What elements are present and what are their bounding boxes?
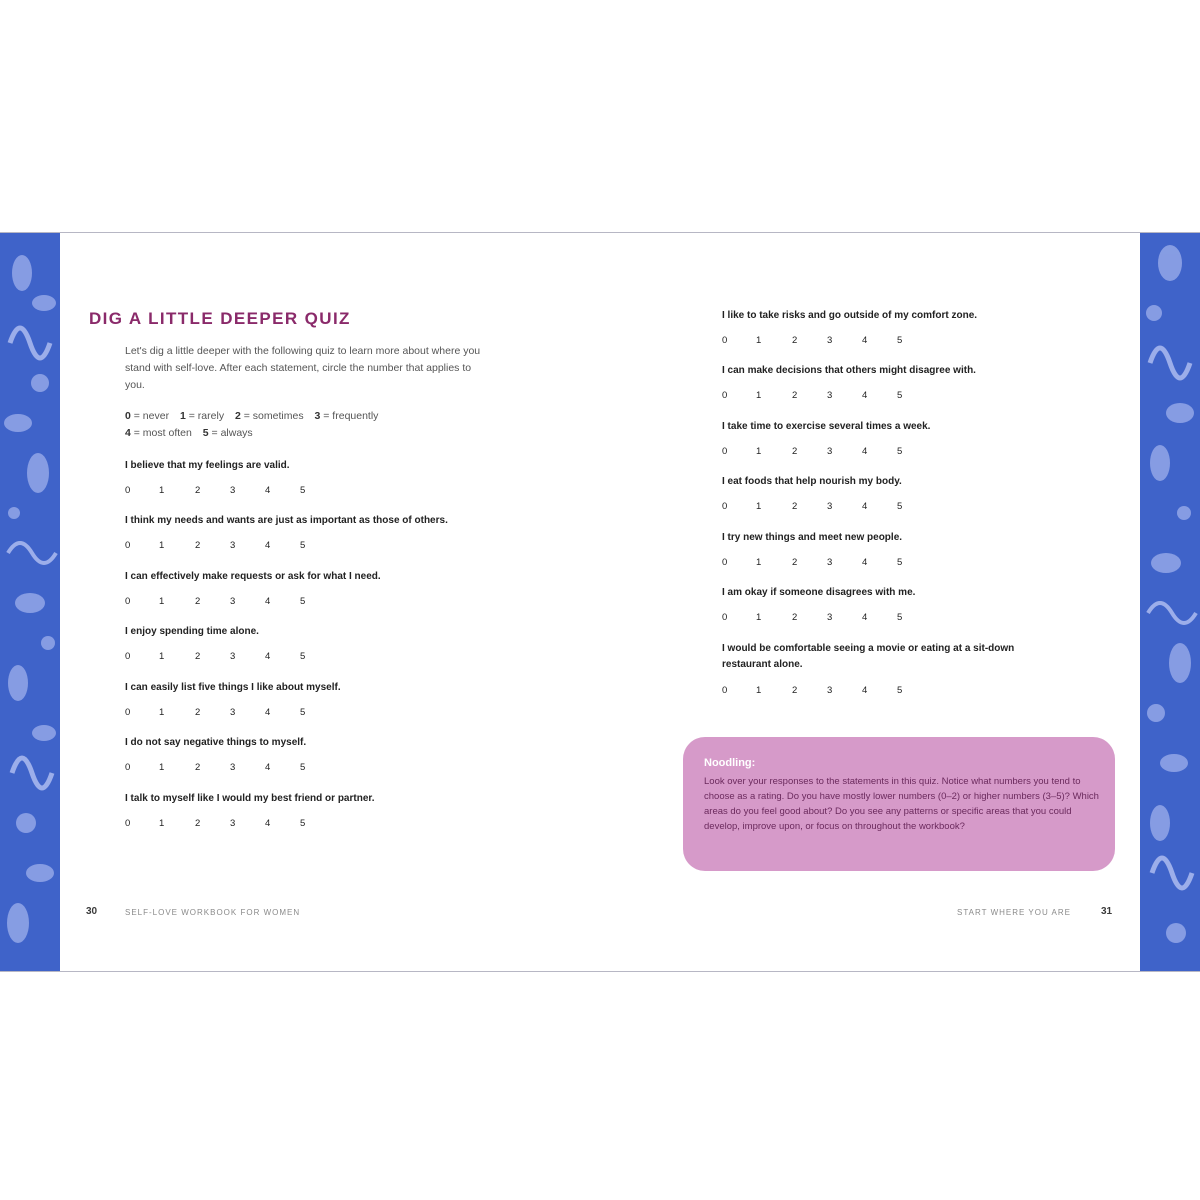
rating-option[interactable]: 5: [300, 596, 306, 607]
left-decorative-border: [0, 233, 60, 971]
rating-option[interactable]: 3: [230, 485, 236, 496]
rating-option[interactable]: 4: [862, 446, 868, 457]
rating-option[interactable]: 4: [862, 390, 868, 401]
rating-option[interactable]: 5: [300, 707, 306, 718]
rating-option[interactable]: 5: [897, 501, 903, 512]
rating-option[interactable]: 0: [125, 485, 131, 496]
rating-option[interactable]: 3: [230, 651, 236, 662]
page-number-left: 30: [86, 906, 98, 917]
rating-option[interactable]: 4: [862, 612, 868, 623]
legend-line-2: [125, 425, 386, 442]
rating-option[interactable]: 1: [159, 596, 165, 607]
rating-option[interactable]: 2: [792, 335, 798, 346]
rating-option[interactable]: 0: [722, 685, 728, 696]
rating-option[interactable]: 4: [862, 685, 868, 696]
rating-option[interactable]: 3: [827, 685, 833, 696]
rating-option[interactable]: 0: [722, 390, 728, 401]
rating-option[interactable]: 1: [159, 540, 165, 551]
legend-item: 2 = sometimes: [235, 410, 304, 422]
rating-option[interactable]: 3: [230, 707, 236, 718]
rating-option[interactable]: 1: [159, 762, 165, 773]
rating-option[interactable]: 0: [125, 762, 131, 773]
rating-option[interactable]: 1: [756, 446, 762, 457]
rating-option[interactable]: 5: [300, 540, 306, 551]
statement: I try new things and meet new people.: [722, 532, 903, 543]
rating-option[interactable]: 0: [722, 335, 728, 346]
floral-pattern-left: [0, 233, 60, 971]
statement: I do not say negative things to myself.: [125, 737, 307, 748]
page-title: DIG A LITTLE DEEPER QUIZ: [89, 309, 351, 328]
rating-option[interactable]: 3: [827, 446, 833, 457]
rating-option[interactable]: 3: [827, 390, 833, 401]
right-decorative-border: [1140, 233, 1200, 971]
rating-option[interactable]: 2: [792, 557, 798, 568]
legend-item: 1 = rarely: [180, 410, 225, 422]
noodling-body: Look over your responses to the statements in this quiz. Notice what numbers you tend to choose as a rating. Do you have mostly lower numbers (0–2) or higher numbers (3–5)? Which areas do you feel good about? Do you see any patterns or specific areas that you could develop, improve upon, or focus on throughout the workbook?: [704, 776, 1099, 832]
rating-option[interactable]: 4: [265, 762, 271, 773]
statement: I talk to myself like I would my best friend or partner.: [125, 793, 375, 804]
rating-option[interactable]: 2: [195, 596, 201, 607]
floral-pattern-right: [1140, 233, 1200, 971]
rating-option[interactable]: 3: [827, 501, 833, 512]
rating-option[interactable]: 1: [159, 651, 165, 662]
rating-option[interactable]: 2: [195, 651, 201, 662]
rating-option[interactable]: 4: [265, 540, 271, 551]
rating-option[interactable]: 3: [827, 612, 833, 623]
rating-option[interactable]: 2: [792, 446, 798, 457]
statement: I think my needs and wants are just as important as those of others.: [125, 515, 448, 526]
rating-option[interactable]: 4: [862, 335, 868, 346]
rating-option[interactable]: 1: [756, 390, 762, 401]
rating-option[interactable]: 4: [265, 651, 271, 662]
rating-option[interactable]: 5: [300, 651, 306, 662]
rating-option[interactable]: 2: [195, 485, 201, 496]
rating-option[interactable]: 1: [756, 557, 762, 568]
statement: I can effectively make requests or ask for what I need.: [125, 571, 381, 582]
legend-item: 5 = always: [202, 427, 253, 439]
rating-option[interactable]: 5: [897, 557, 903, 568]
statement: I eat foods that help nourish my body.: [722, 476, 902, 487]
rating-option[interactable]: 5: [897, 685, 903, 696]
rating-option[interactable]: 2: [195, 762, 201, 773]
rating-option[interactable]: 4: [265, 707, 271, 718]
rating-legend: [125, 408, 386, 442]
rating-option[interactable]: 0: [125, 651, 131, 662]
statement: I can easily list five things I like about myself.: [125, 682, 341, 693]
rating-option[interactable]: 3: [230, 762, 236, 773]
statement: I am okay if someone disagrees with me.: [722, 587, 916, 598]
rating-option[interactable]: 5: [897, 612, 903, 623]
rating-option[interactable]: 0: [722, 557, 728, 568]
rating-option[interactable]: 4: [265, 818, 271, 829]
running-head-left: SELF-LOVE WORKBOOK FOR WOMEN: [125, 908, 301, 917]
rating-option[interactable]: 0: [722, 446, 728, 457]
rating-option[interactable]: 2: [792, 612, 798, 623]
rating-option[interactable]: 3: [827, 557, 833, 568]
rating-option[interactable]: 5: [300, 762, 306, 773]
rating-option[interactable]: 3: [230, 540, 236, 551]
statement: I would be comfortable seeing a movie or eating at a sit-down restaurant alone.: [722, 643, 1015, 670]
rating-option[interactable]: 2: [792, 390, 798, 401]
rating-option[interactable]: 1: [756, 335, 762, 346]
rating-option[interactable]: 0: [722, 612, 728, 623]
rating-option[interactable]: 4: [862, 501, 868, 512]
rating-option[interactable]: 4: [862, 557, 868, 568]
rating-option[interactable]: 5: [897, 390, 903, 401]
rating-option[interactable]: 2: [792, 501, 798, 512]
rating-option[interactable]: 1: [756, 685, 762, 696]
rating-option[interactable]: 1: [159, 818, 165, 829]
rating-option[interactable]: 5: [300, 485, 306, 496]
rating-option[interactable]: 5: [300, 818, 306, 829]
rating-option[interactable]: 4: [265, 485, 271, 496]
rating-option[interactable]: 0: [125, 818, 131, 829]
rating-option[interactable]: 1: [159, 485, 165, 496]
rating-option[interactable]: 5: [897, 335, 903, 346]
statement: I believe that my feelings are valid.: [125, 460, 290, 471]
noodling-title: Noodling:: [704, 757, 756, 769]
rating-option[interactable]: 2: [792, 685, 798, 696]
rating-option[interactable]: 3: [230, 818, 236, 829]
rating-option[interactable]: 2: [195, 818, 201, 829]
rating-option[interactable]: 0: [125, 707, 131, 718]
rating-option[interactable]: 1: [756, 501, 762, 512]
rating-option[interactable]: 0: [722, 501, 728, 512]
statement: I take time to exercise several times a week.: [722, 421, 931, 432]
legend-item: 0 = never: [125, 410, 170, 422]
rating-option[interactable]: 4: [265, 596, 271, 607]
running-head-right: START WHERE YOU ARE: [957, 908, 1071, 917]
rating-option[interactable]: 2: [195, 540, 201, 551]
rating-option[interactable]: 1: [756, 612, 762, 623]
statement: I like to take risks and go outside of my comfort zone.: [722, 310, 978, 321]
page-number-right: 31: [1101, 906, 1113, 917]
statement: I enjoy spending time alone.: [125, 626, 259, 637]
rating-option[interactable]: 2: [195, 707, 201, 718]
rating-option[interactable]: 1: [159, 707, 165, 718]
legend-item: 4 = most often: [125, 427, 192, 439]
rating-option[interactable]: 0: [125, 596, 131, 607]
statement: I can make decisions that others might disagree with.: [722, 365, 976, 376]
rating-option[interactable]: 5: [897, 446, 903, 457]
rating-option[interactable]: 3: [827, 335, 833, 346]
intro-text: Let's dig a little deeper with the following quiz to learn more about where you stand with self-love. After each statement, circle the number that applies to you.: [125, 345, 481, 391]
rating-option[interactable]: 0: [125, 540, 131, 551]
legend-line-1: [125, 408, 386, 425]
rating-option[interactable]: 3: [230, 596, 236, 607]
legend-item: 3 = frequently: [314, 410, 379, 422]
